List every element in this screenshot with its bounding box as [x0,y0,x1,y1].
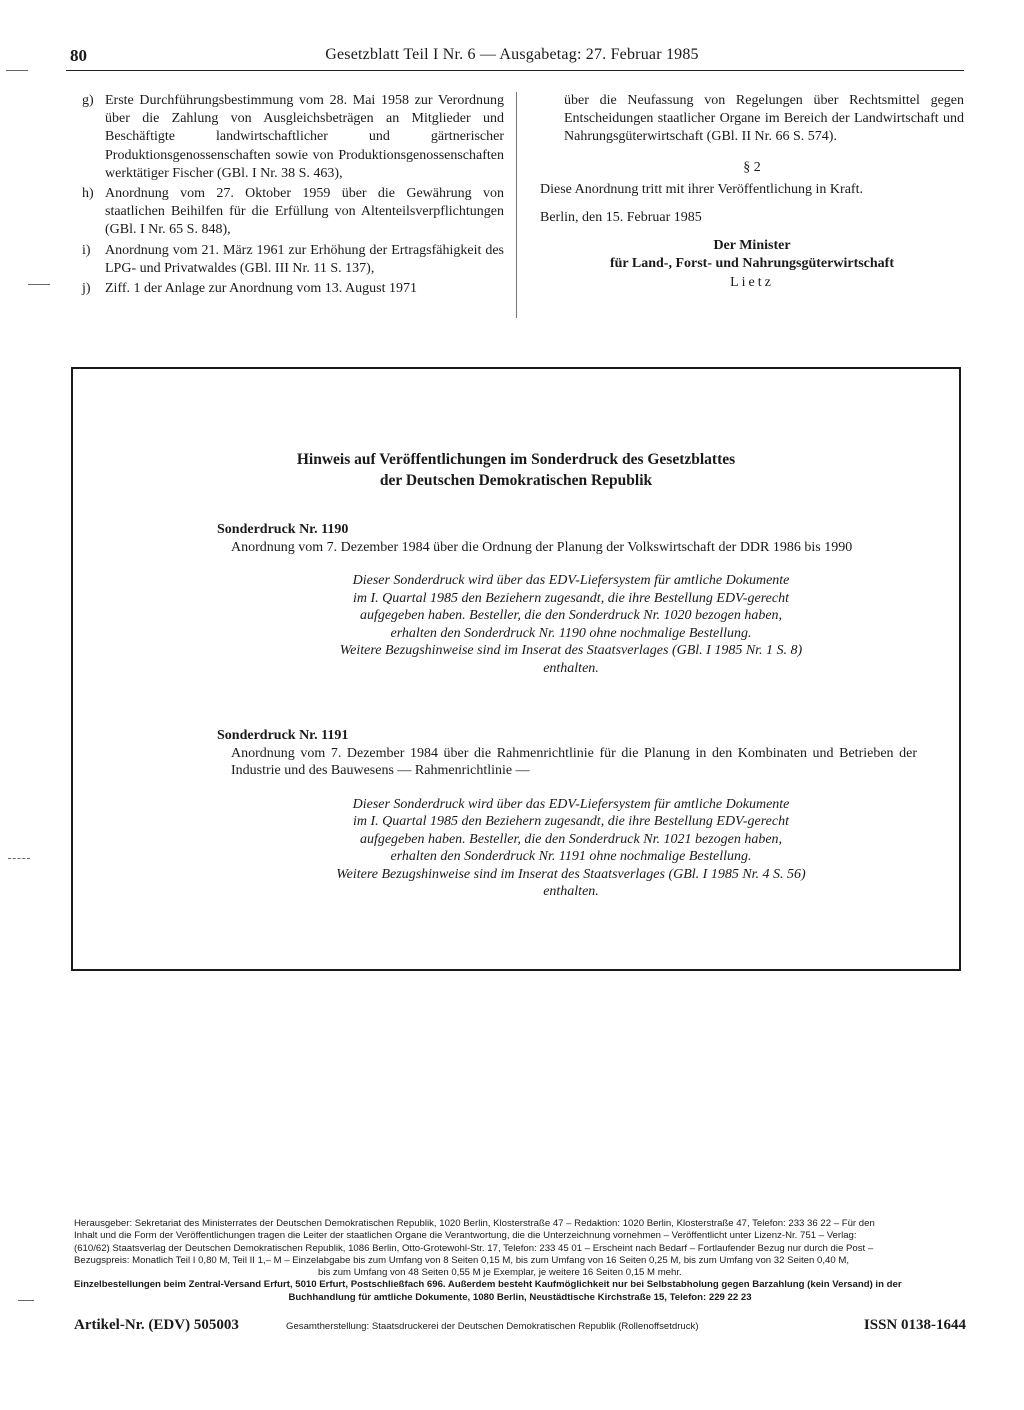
notice-title [73,449,959,491]
list-marker: j) [82,281,91,297]
list-item [82,92,504,183]
page-number: 80 [70,46,87,65]
notice-entry [217,727,917,901]
note-line: aufgegeben haben. Besteller, die den Sonderdruck Nr. 1020 bezogen haben, [359,608,783,623]
right-column [540,92,964,292]
section-text: Diese Anordnung tritt mit ihrer Veröffentlichung in Kraft. [540,181,863,197]
continuation-text: über die Neufassung von Regelungen über Rechtsmittel gegen Entscheidungen staatlicher Organe im Bereich der Landwirtschaft und Nahrungsgüterwirtschaft (GBl. II Nr. 66 S. 574). [564,93,964,145]
list-marker: h) [82,186,94,202]
issn: ISSN 0138-1644 [863,1317,966,1333]
signature-title: Der Minister [713,238,791,254]
scan-mark [8,858,30,859]
imprint-line: Buchhandlung für amtliche Dokumente, 1080 Berlin, Neustädtische Kirchstraße 15, Telefon: 229 22 23 [288,1291,752,1303]
header-rule [66,70,964,71]
place-date: Berlin, den 15. Februar 1985 [540,210,702,226]
imprint-line: Bezugspreis: Monatlich Teil I 0,80 M, Teil II 1,– M – Einzelabgabe bis zum Umfang von 8 Seiten 0,15 M, bis zum Umfang von 16 Seiten 0,25 M, bis zum Umfang von 32 Seiten 0,40 M, [74,1254,850,1266]
article-number: Artikel-Nr. (EDV) 505003 [74,1317,239,1333]
note-line: im I. Quartal 1985 den Beziehern zugesandt, die ihre Bestellung EDV-gerecht [353,590,789,606]
note-line: aufgegeben haben. Besteller, die den Sonderdruck Nr. 1021 bezogen haben, [359,831,783,847]
list-text: Anordnung vom 21. März 1961 zur Erhöhung der Ertragsfähigkeit des LPG- und Privatwaldes (GBl. III Nr. 11 S. 137), [105,242,504,276]
scan-mark [18,1300,34,1301]
list-item [82,185,504,240]
note-line: Weitere Bezugshinweise sind im Inserat des Staatsverlages (GBl. I 1985 Nr. 4 S. 56) [336,866,806,882]
signature-ministry: für Land-, Forst- und Nahrungsgüterwirtschaft [609,256,895,272]
note-line: im I. Quartal 1985 den Beziehern zugesandt, die ihre Bestellung EDV-gerecht [353,814,789,829]
note-line: erhalten den Sonderdruck Nr. 1190 ohne nochmalige Bestellung. [390,625,752,641]
imprint-line: Inhalt und die Form der Veröffentlichungen tragen die Leiter der staatlichen Organe die Verantwortung, die die Unterzeichnung vornehmen – Veröffentlicht unter Lizenz-Nr. 751 – Verlag: [74,1230,857,1242]
imprint-line: Herausgeber: Sekretariat des Ministerrates der Deutschen Demokratischen Republik, 1020 Berlin, Klosterstraße 47 – Redaktion: 1020 Berlin, Klosterstraße 47, Telefon: 233 36 22 – Für den [74,1218,875,1229]
note-line: enthalten. [543,660,599,676]
entry-note [217,796,917,901]
signature-block [540,237,964,292]
imprint-line: bis zum Umfang von 48 Seiten 0,55 M je Exemplar, je weitere 16 Seiten 0,15 M mehr. [318,1267,682,1279]
entry-heading: Sonderdruck Nr. 1191 [217,728,349,743]
entry-heading: Sonderdruck Nr. 1190 [217,522,349,537]
entry-body: Anordnung vom 7. Dezember 1984 über die Rahmenrichtlinie für die Planung in den Kombinaten und Betrieben der Industrie und des Bauwesens — Rahmenrichtlinie — [231,745,917,778]
list-text: Erste Durchführungsbestimmung vom 28. Mai 1958 zur Verordnung über die Zahlung von Ausgleichsbeträgen an Mitglieder und Beschäftigte landwirtschaftlicher und gärtnerischer Produktionsgenossenschaften sowie von Produktionsgenossenschaften werktätiger Fischer (GBl. I Nr. 38 S. 463), [105,93,504,181]
scan-mark [28,284,50,285]
note-line: Weitere Bezugshinweise sind im Inserat des Staatsverlages (GBl. I 1985 Nr. 1 S. 8) [339,643,803,658]
section-heading: § 2 [743,159,761,175]
note-line: enthalten. [543,884,599,899]
list-text: Anordnung vom 27. Oktober 1959 über die Gewährung von staatlichen Beihilfen für die Erfüllung von Altenteilsverpflichtungen (GBl. I Nr. 65 S. 848), [105,186,504,238]
note-line: Dieser Sonderdruck wird über das EDV-Liefersystem für amtliche Dokumente [352,796,790,812]
imprint [74,1218,966,1304]
notice-title-line: Hinweis auf Veröffentlichungen im Sonderdruck des Gesetzblattes [296,451,736,468]
entry-note [217,572,917,677]
list-text: Ziff. 1 der Anlage zur Anordnung vom 13. August 1971 [105,281,417,297]
list-marker: i) [82,242,91,258]
column-divider [516,92,517,318]
scan-mark [6,70,28,71]
bottom-line [74,1317,966,1335]
left-column [82,92,504,300]
list-item [82,242,504,278]
imprint-line: Einzelbestellungen beim Zentral-Versand Erfurt, 5010 Erfurt, Postschließfach 696. Außerdem besteht Kaufmöglichkeit nur bei Selbstabholung gegen Barzahlung (kein Versand) in der [74,1279,902,1291]
production-note: Gesamtherstellung: Staatsdruckerei der Deutschen Demokratischen Republik (Rollenoffsetdruck) [286,1321,699,1332]
notice-box [71,367,961,971]
signature-name: Lietz [730,274,774,290]
list-marker: g) [82,93,94,108]
notice-entry [217,521,917,677]
list-item [82,280,504,298]
entry-body: Anordnung vom 7. Dezember 1984 über die Ordnung der Planung der Volkswirtschaft der DDR 1986 bis 1990 [231,539,853,555]
running-header: Gesetzblatt Teil I Nr. 6 — Ausgabetag: 27. Februar 1985 [325,46,699,63]
note-line: Dieser Sonderdruck wird über das EDV-Liefersystem für amtliche Dokumente [352,573,790,588]
notice-title-line: der Deutschen Demokratischen Republik [379,472,653,489]
note-line: erhalten den Sonderdruck Nr. 1191 ohne nochmalige Bestellung. [390,849,752,864]
imprint-line: (610/62) Staatsverlag der Deutschen Demokratischen Republik, 1086 Berlin, Otto-Grotewohl-Str. 17, Telefon: 233 45 01 – Erscheint nach Bedarf – Fortlaufender Bezug nur durch die Post – [74,1242,874,1254]
